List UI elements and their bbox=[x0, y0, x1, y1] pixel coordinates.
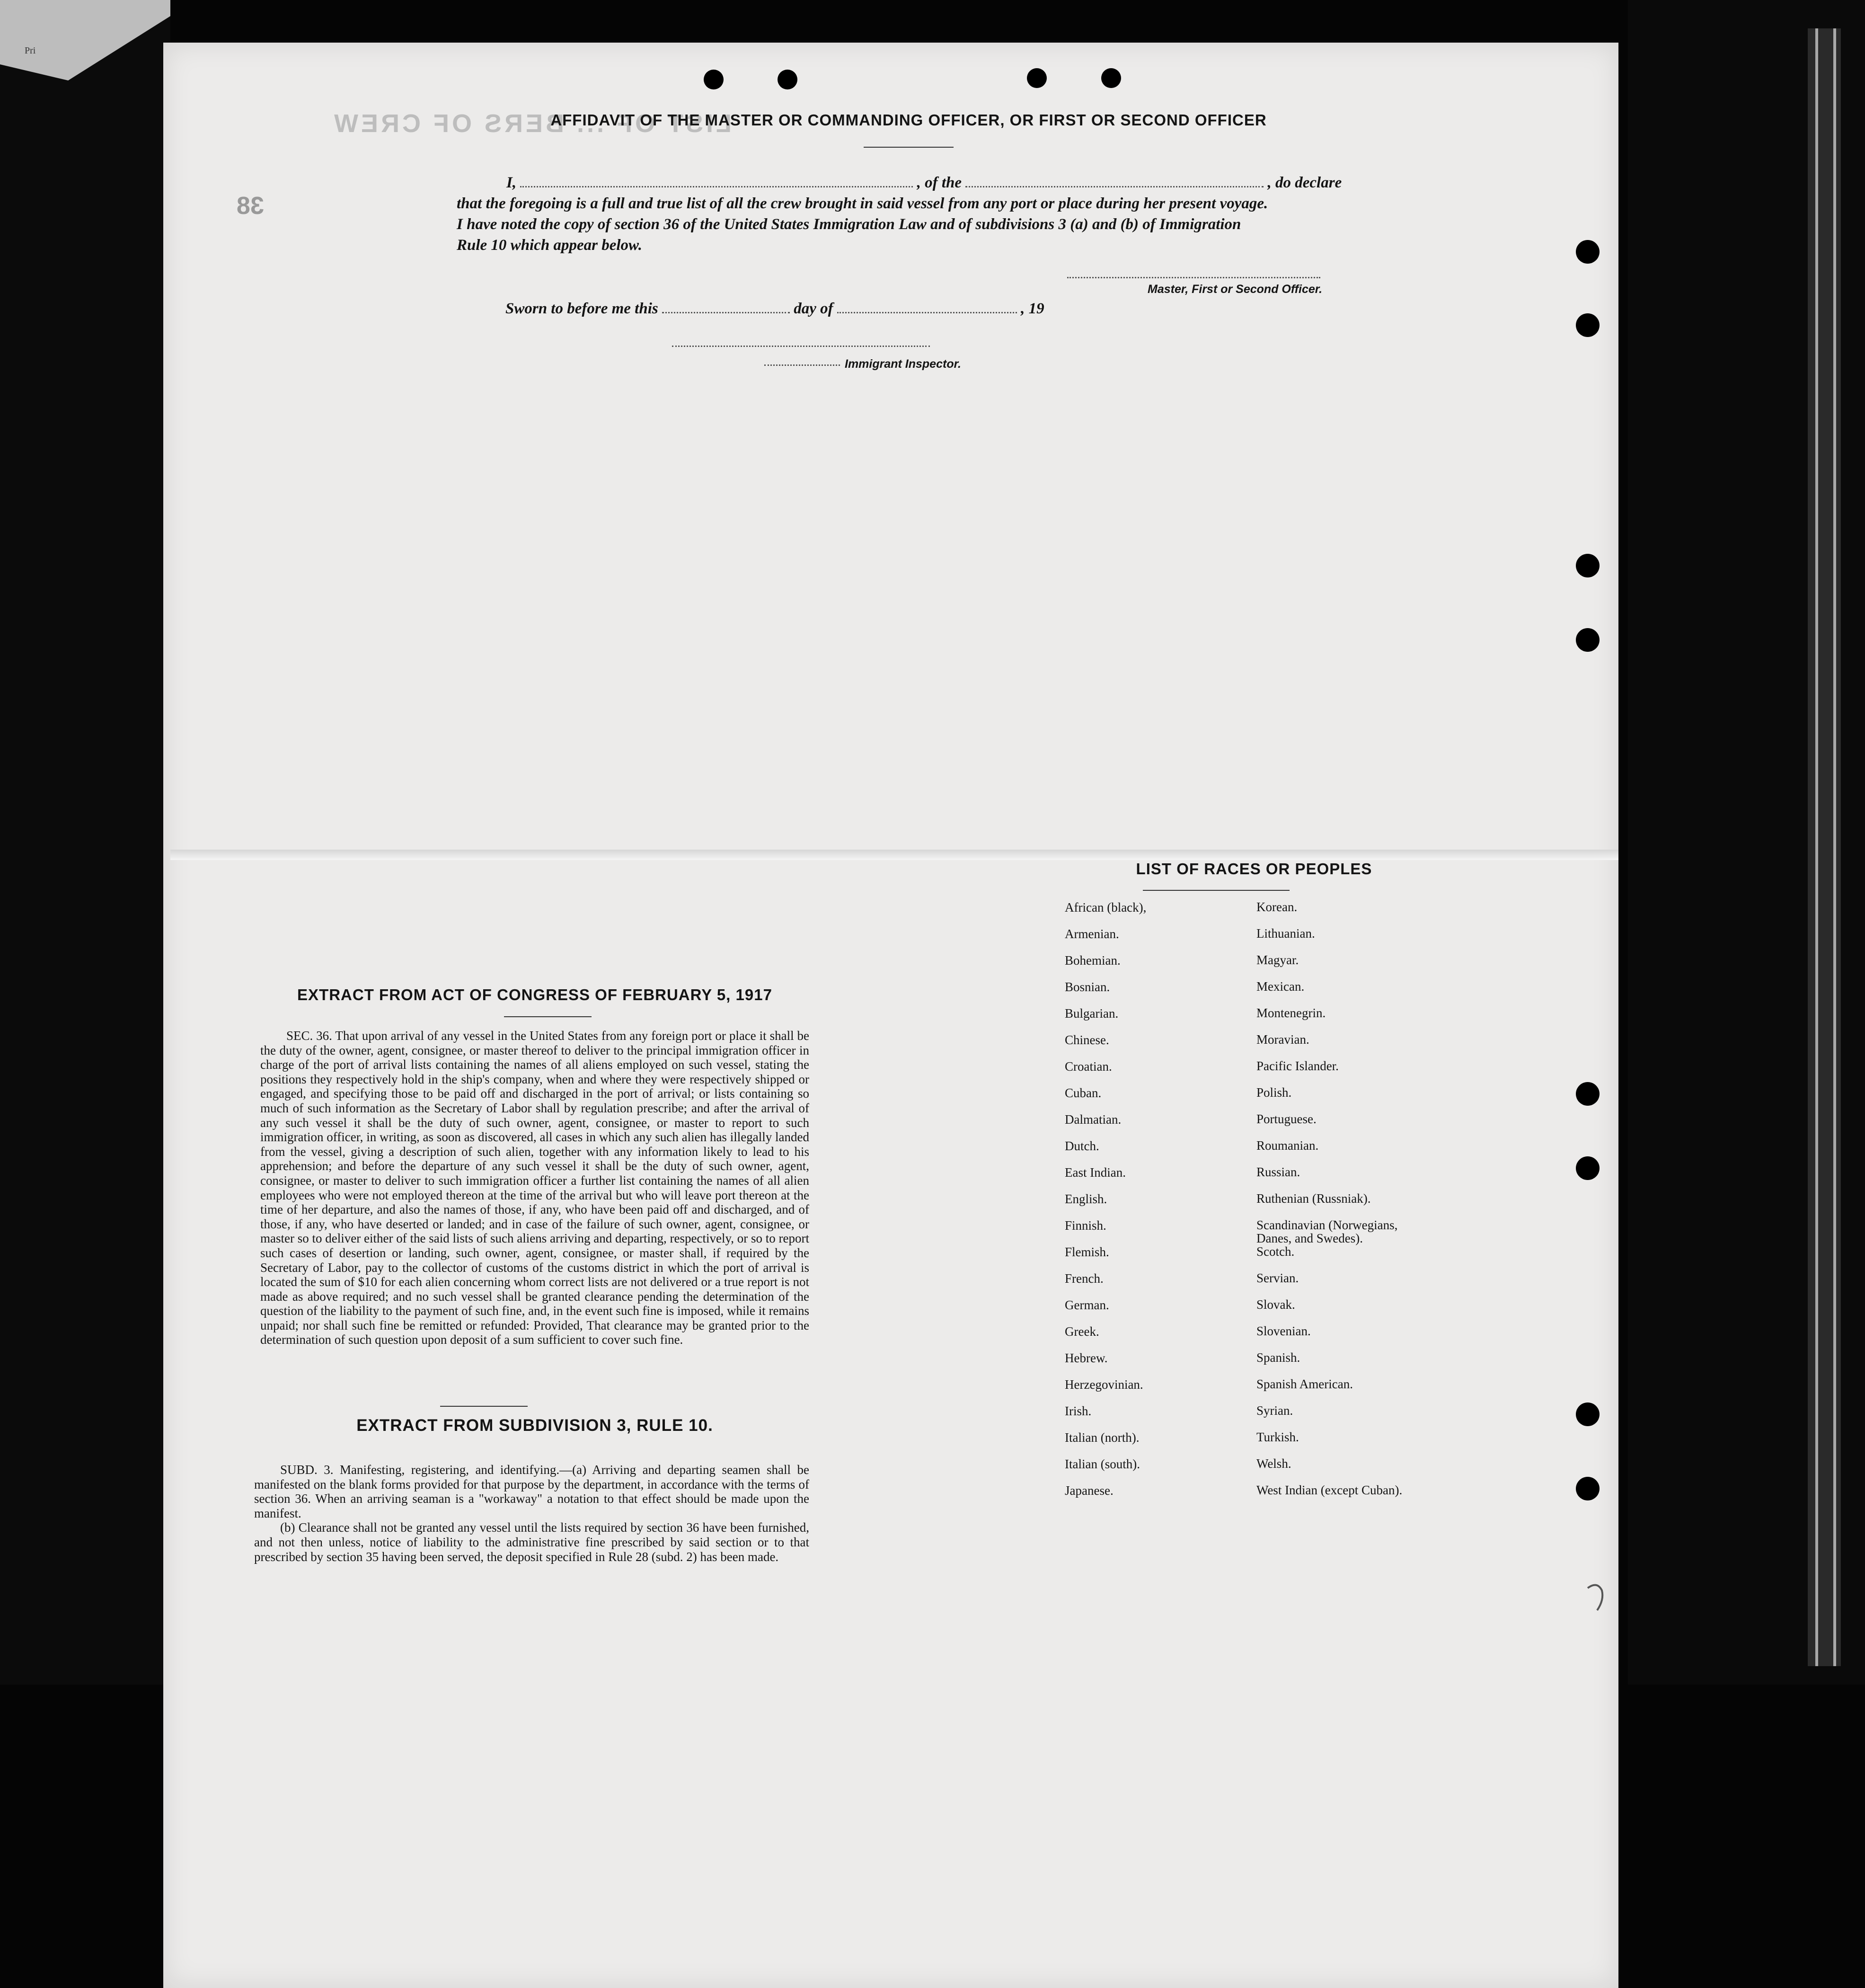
affidavit-line: I have noted the copy of section 36 of the United States Immigration Law and of subdivisions 3 (a) and (b) of Immigration bbox=[457, 216, 1241, 233]
affidavit-i: I, bbox=[506, 174, 517, 191]
list-item bbox=[1065, 1218, 1472, 1245]
race-right: Lithuanian. bbox=[1256, 926, 1315, 941]
list-item bbox=[1065, 1324, 1472, 1351]
punch-hole bbox=[1576, 1477, 1600, 1500]
section-36-text bbox=[260, 1029, 809, 1347]
race-right: Scotch. bbox=[1256, 1244, 1295, 1259]
races-title: LIST OF RACES OR PEOPLES bbox=[1136, 860, 1372, 878]
binder-edge-line bbox=[1815, 28, 1818, 1666]
race-left: Dalmatian. bbox=[1065, 1112, 1122, 1127]
punch-hole bbox=[704, 70, 724, 89]
race-right: Roumanian. bbox=[1256, 1138, 1319, 1153]
race-right: West Indian (except Cuban). bbox=[1256, 1483, 1403, 1497]
affidavit-declaration-line bbox=[506, 172, 1342, 193]
race-right: Russian. bbox=[1256, 1165, 1300, 1179]
list-item bbox=[1065, 1112, 1472, 1139]
punch-hole bbox=[1576, 554, 1600, 577]
list-item bbox=[1065, 1165, 1472, 1192]
race-right: Moravian. bbox=[1256, 1032, 1309, 1047]
race-left: Herzegovinian. bbox=[1065, 1377, 1143, 1392]
race-left: Armenian. bbox=[1065, 927, 1119, 941]
punch-hole bbox=[1576, 1156, 1600, 1180]
race-left: French. bbox=[1065, 1271, 1104, 1286]
race-right: Slovak. bbox=[1256, 1297, 1295, 1312]
section-36-paragraph: SEC. 36. That upon arrival of any vessel in the United States from any foreign port or place it shall be the duty of the owner, agent, consignee, or master thereof to deliver to the principal immigration officer in charge of the port of arrival lists containing the names of all aliens employed on such vessel, stating the positions they respectively hold in the ship's company, when and where they were respectively shipped or engaged, and specifying those to be paid off and discharged in the port of arrival; or lists containing so much of such information as the Secretary of Labor shall by regulation prescribe; and after the arrival of any such vessel it shall be the duty of such owner, agent, consignee, or master to report to such immigration officer, in writing, as soon as discovered, all cases in which any such alien has illegally landed from the vessel, giving a description of such alien, together with any information likely to lead to his apprehension; and before the departure of any such vessel it shall be the duty of such owner, agent, consignee, or master to deliver to such immigration officer a further list containing the names of all alien employees who were not employed thereon at the time of the arrival but who will leave port thereon at the time of her departure, and also the names of those, if any, who have been paid off and discharged, and of those, if any, who have deserted or landed; and in case of the failure of such owner, agent, consignee, or master so to deliver either of the said lists of such aliens arriving and departing, respectively, or so to report such cases of desertion or landing, such owner, agent, consignee, or master shall, if required by the Secretary of Labor, pay to the collector of customs of the customs district in which the port of arrival is located the sum of $10 for each alien concerning whom correct lists are not delivered or a true report is not made as above required; and no such vessel shall be granted clearance pending the determination of the question of the liability to the payment of such fine, and, in the event such fine is imposed, while it remains unpaid; nor shall such fine be remitted or refunded: Provided, That clearance may be granted prior to the determination of such question upon deposit of a sum sufficient to cover such fine. bbox=[260, 1029, 809, 1347]
inspector-signature-blank[interactable] bbox=[672, 346, 930, 347]
punch-hole bbox=[778, 70, 797, 89]
race-right: Ruthenian (Russniak). bbox=[1256, 1191, 1371, 1206]
name-blank[interactable] bbox=[520, 181, 913, 187]
race-right: Polish. bbox=[1256, 1085, 1292, 1100]
race-left: Bulgarian. bbox=[1065, 1006, 1119, 1021]
race-left: Bosnian. bbox=[1065, 980, 1110, 994]
rule-extract-title: EXTRACT FROM SUBDIVISION 3, RULE 10. bbox=[356, 1416, 713, 1435]
race-right: Spanish. bbox=[1256, 1350, 1300, 1365]
race-left: African (black), bbox=[1065, 900, 1147, 914]
subdivision-b-paragraph: (b) Clearance shall not be granted any vessel until the lists required by section 36 have been furnished, and not then unless, notice of liability to the administrative fine prescribed by said section or to that prescribed by section 35 having been served, the deposit specified in Rule 28 (subd. 2) has been made. bbox=[254, 1520, 809, 1564]
race-left: German. bbox=[1065, 1298, 1109, 1312]
race-left: East Indian. bbox=[1065, 1165, 1126, 1180]
list-item bbox=[1065, 953, 1472, 980]
race-left: Italian (south). bbox=[1065, 1457, 1140, 1471]
race-right: Pacific Islander. bbox=[1256, 1059, 1339, 1073]
list-item bbox=[1065, 980, 1472, 1006]
punch-hole bbox=[1576, 313, 1600, 337]
subdivision-a-paragraph: SUBD. 3. Manifesting, registering, and identifying.—(a) Arriving and departing seamen shall be manifested on the blank forms provided for that purpose by the department, in accordance with the terms of section 36. When an arriving seaman is a "workaway" a notation to that effect should be made upon the manifest. bbox=[254, 1463, 809, 1520]
race-left: Chinese. bbox=[1065, 1033, 1109, 1047]
punch-hole bbox=[1576, 628, 1600, 652]
race-right: Syrian. bbox=[1256, 1403, 1293, 1418]
race-left: Flemish. bbox=[1065, 1245, 1109, 1259]
race-left: Irish. bbox=[1065, 1404, 1092, 1418]
list-item bbox=[1065, 1404, 1472, 1430]
list-item bbox=[1065, 1377, 1472, 1404]
affidavit-line: Rule 10 which appear below. bbox=[457, 237, 643, 254]
list-item bbox=[1065, 1457, 1472, 1483]
race-left: Bohemian. bbox=[1065, 953, 1121, 967]
sworn-year: , 19 bbox=[1021, 300, 1044, 317]
sworn-month-blank[interactable] bbox=[837, 307, 1017, 313]
bleedthrough-page-number: 38 bbox=[237, 192, 264, 220]
act-extract-title: EXTRACT FROM ACT OF CONGRESS OF FEBRUARY 5, 1917 bbox=[297, 986, 772, 1003]
race-right: Portuguese. bbox=[1256, 1112, 1317, 1126]
affidavit-line: that the foregoing is a full and true list of all the crew brought in said vessel from any port or place during her present voyage. bbox=[457, 195, 1268, 212]
race-left: Italian (north). bbox=[1065, 1430, 1140, 1445]
race-left: English. bbox=[1065, 1192, 1107, 1206]
race-right: Mexican. bbox=[1256, 979, 1305, 994]
scan-border-left bbox=[0, 0, 170, 1685]
list-item bbox=[1065, 1033, 1472, 1059]
punch-hole bbox=[1027, 68, 1047, 88]
race-right: Slovenian. bbox=[1256, 1324, 1311, 1338]
race-right: Scandinavian (Norwegians, Danes, and Swedes). bbox=[1256, 1218, 1398, 1245]
race-left: Japanese. bbox=[1065, 1483, 1114, 1498]
affidavit-do-declare: , do declare bbox=[1267, 174, 1342, 191]
race-right: Magyar. bbox=[1256, 953, 1299, 967]
inspector-label: Immigrant Inspector. bbox=[845, 357, 961, 371]
list-item bbox=[1065, 1351, 1472, 1377]
sworn-day-blank[interactable] bbox=[662, 307, 790, 313]
list-item bbox=[1065, 927, 1472, 953]
title-underline bbox=[1143, 890, 1290, 891]
affidavit-of-the: , of the bbox=[917, 174, 962, 191]
title-underline bbox=[864, 147, 954, 148]
race-right: Montenegrin. bbox=[1256, 1006, 1326, 1020]
list-item bbox=[1065, 1059, 1472, 1086]
punch-hole bbox=[1576, 240, 1600, 264]
punch-hole bbox=[1101, 68, 1121, 88]
pencil-mark bbox=[1583, 1581, 1611, 1614]
vessel-blank[interactable] bbox=[965, 181, 1264, 187]
margin-text: Pri bbox=[25, 45, 36, 56]
race-left: Finnish. bbox=[1065, 1218, 1106, 1233]
list-item bbox=[1065, 1298, 1472, 1324]
list-item bbox=[1065, 1483, 1472, 1510]
officer-signature-label: Master, First or Second Officer. bbox=[1148, 283, 1323, 296]
section-divider bbox=[440, 1406, 528, 1407]
list-item bbox=[1065, 1271, 1472, 1298]
race-left: Dutch. bbox=[1065, 1139, 1099, 1153]
race-right: Turkish. bbox=[1256, 1430, 1299, 1444]
list-item bbox=[1065, 1006, 1472, 1033]
list-item bbox=[1065, 900, 1472, 927]
affidavit-title: AFFIDAVIT OF THE MASTER OR COMMANDING OFFICER, OR FIRST OR SECOND OFFICER bbox=[550, 111, 1267, 129]
list-item bbox=[1065, 1192, 1472, 1218]
binder-edge-line bbox=[1833, 28, 1836, 1666]
officer-signature-blank[interactable] bbox=[1067, 277, 1320, 278]
title-underline bbox=[504, 1016, 592, 1017]
race-right: Welsh. bbox=[1256, 1456, 1291, 1471]
list-item bbox=[1065, 1430, 1472, 1457]
page-fold bbox=[170, 850, 1618, 860]
punch-hole bbox=[1576, 1082, 1600, 1106]
list-item bbox=[1065, 1139, 1472, 1165]
list-item bbox=[1065, 1245, 1472, 1271]
bleedthrough-title: LIST OF ... BERS OF CREW bbox=[331, 109, 732, 138]
race-left: Cuban. bbox=[1065, 1086, 1102, 1100]
sworn-line bbox=[505, 298, 1044, 319]
race-left: Greek. bbox=[1065, 1324, 1099, 1339]
list-item bbox=[1065, 1086, 1472, 1112]
race-right: Spanish American. bbox=[1256, 1377, 1353, 1391]
sworn-prefix: Sworn to before me this bbox=[505, 300, 658, 317]
race-left: Croatian. bbox=[1065, 1059, 1112, 1074]
race-left: Hebrew. bbox=[1065, 1351, 1108, 1365]
race-right: Servian. bbox=[1256, 1271, 1299, 1285]
sworn-day-of: day of bbox=[794, 300, 833, 317]
punch-hole bbox=[1576, 1402, 1600, 1426]
race-right: Korean. bbox=[1256, 900, 1298, 914]
rule-10-text bbox=[254, 1463, 809, 1564]
inspector-dotted-lead bbox=[764, 364, 840, 366]
